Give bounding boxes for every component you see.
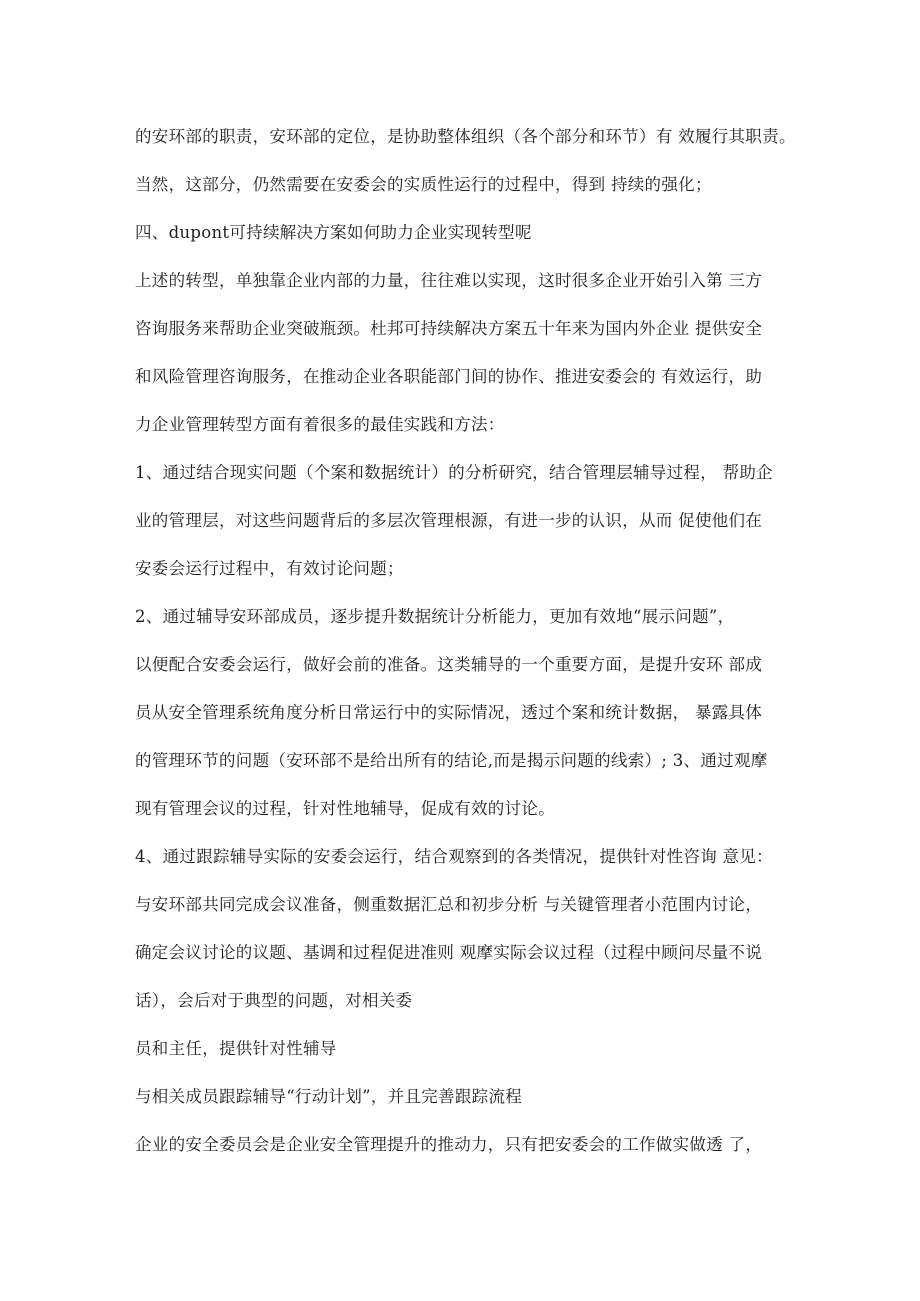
text-line: 咨询服务来帮助企业突破瓶颈。杜邦可持续解决方案五十年来为国内外企业 提供安全 [135, 319, 763, 338]
list-item: 4、通过跟踪辅导实际的安委会运行，结合观察到的各类情况，提供针对性咨询 意见： [135, 847, 773, 866]
text-line: 安委会运行过程中，有效讨论问题； [135, 559, 404, 578]
text-line: 当然，这部分，仍然需要在安委会的实质性运行的过程中，得到 持续的强化； [135, 175, 712, 194]
text-line: 和风险管理咨询服务，在推动企业各职能部门间的协作、推进安委会的 有效运行，助 [135, 367, 763, 386]
list-item: 2、通过辅导安环部成员，逐步提升数据统计分析能力，更加有效地“展示问题”， [135, 607, 735, 626]
text-line: 业的管理层，对这些问题背后的多层次管理根源，有进一步的认识，从而 促使他们在 [135, 511, 763, 530]
text-line: 企业的安全委员会是企业安全管理提升的推动力，只有把安委会的工作做实做透 了， [135, 1135, 763, 1154]
text-line: 员从安全管理系统角度分析日常运行中的实际情况，透过个案和统计数据， 暴露具体 [135, 703, 763, 722]
text-line: 与相关成员跟踪辅导“行动计划”，并且完善跟踪流程 [135, 1087, 523, 1106]
text-line: 力企业管理转型方面有着很多的最佳实践和方法： [135, 415, 505, 434]
text-line: 确定会议讨论的议题、基调和过程促进准则 观摩实际会议过程（过程中顾问尽量不说 [135, 943, 763, 962]
text-line: 员和主任，提供针对性辅导 [135, 1039, 337, 1058]
text-line: 现有管理会议的过程，针对性地辅导，促成有效的讨论。 [135, 799, 555, 818]
text-line: 的安环部的职责，安环部的定位，是协助整体组织（各个部分和环节）有 效履行其职责。 [135, 127, 796, 146]
text-line: 的管理环节的问题（安环部不是给出所有的结论,而是揭示问题的线索）; 3、通过观摩 [135, 751, 768, 770]
section-heading: 四、dupont可持续解决方案如何助力企业实现转型呢 [135, 223, 532, 242]
text-line: 与安环部共同完成会议准备，侧重数据汇总和初步分析 与关键管理者小范围内讨论， [135, 895, 763, 914]
text-line: 上述的转型，单独靠企业内部的力量，往往难以实现，这时很多企业开始引入第 三方 [135, 271, 763, 290]
text-line: 话），会后对于典型的问题，对相关委 [135, 991, 413, 1010]
text-line: 以便配合安委会运行，做好会前的准备。这类辅导的一个重要方面，是提升安环 部成 [135, 655, 763, 674]
list-item: 1、通过结合现实问题（个案和数据统计）的分析研究，结合管理层辅导过程， 帮助企 [135, 463, 773, 482]
